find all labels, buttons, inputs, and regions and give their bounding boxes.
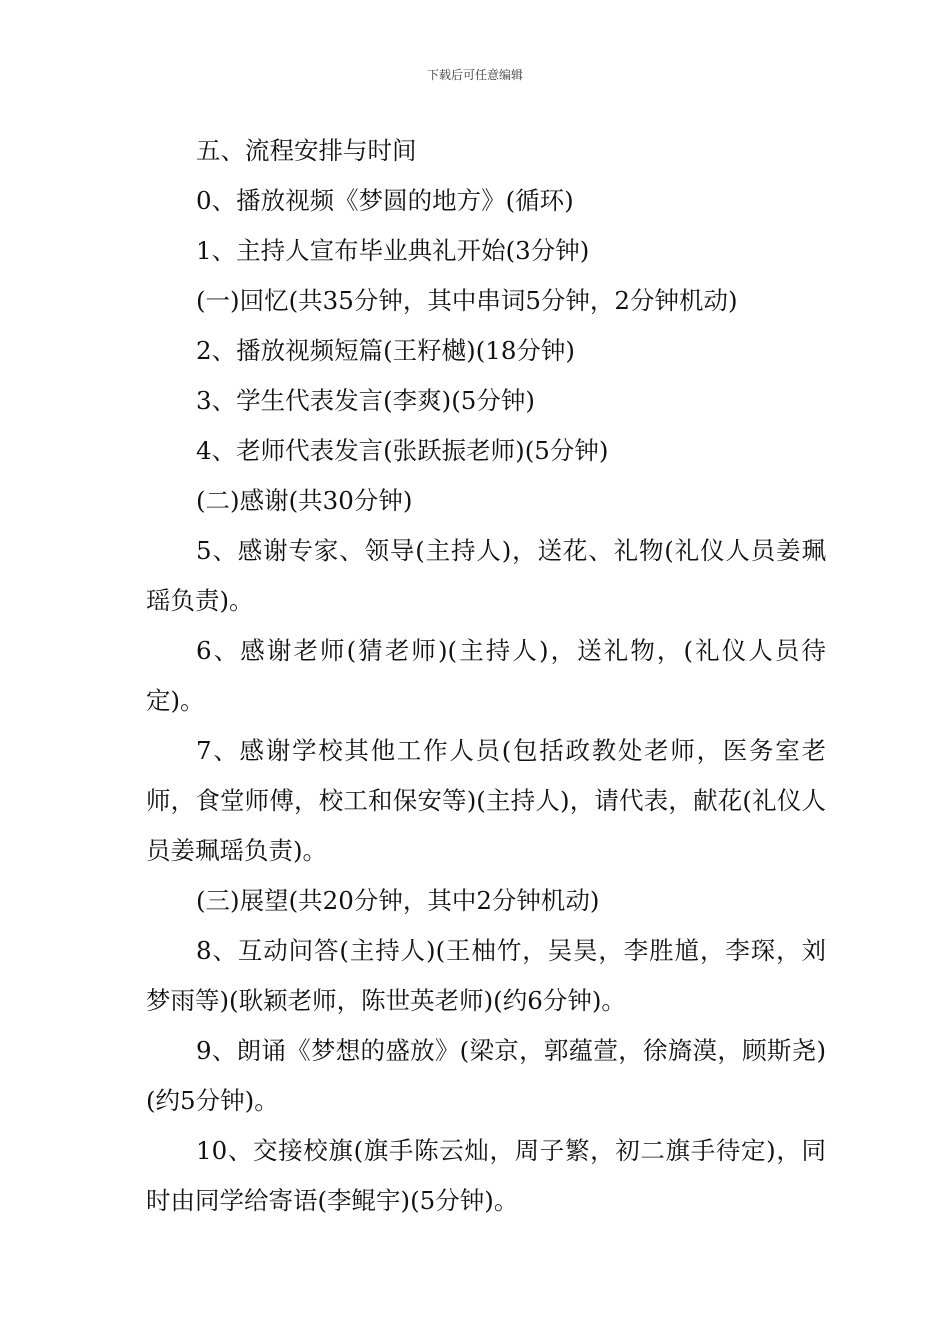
subsection-outlook: (三)展望(共20分钟，其中2分钟机动): [196, 886, 600, 915]
subsection-recall: (一)回忆(共35分钟，其中串词5分钟，2分钟机动): [196, 286, 738, 315]
schedule-item-4: 4、老师代表发言(张跃振老师)(5分钟): [196, 436, 609, 465]
section-title-schedule: 五、流程安排与时间: [196, 136, 417, 165]
schedule-item-5: 5、感谢专家、领导(主持人)，送花、礼物(礼仪人员姜珮瑶负责)。: [146, 536, 826, 615]
schedule-item-9: 9、朗诵《梦想的盛放》(梁京，郭蕴萱，徐旖漠，顾斯尧)(约5分钟)。: [146, 1036, 826, 1115]
page-header-note: 下载后可任意编辑: [426, 68, 523, 82]
schedule-item-6: 6、感谢老师(猜老师)(主持人)，送礼物，(礼仪人员待定)。: [146, 636, 826, 715]
schedule-item-3: 3、学生代表发言(李爽)(5分钟): [196, 386, 535, 415]
schedule-item-7: 7、感谢学校其他工作人员(包括政教处老师，医务室老师，食堂师傅，校工和保安等)(主持人)，请代表，献花(礼仪人员姜珮瑶负责)。: [146, 736, 826, 865]
schedule-item-2: 2、播放视频短篇(王籽樾)(18分钟): [196, 336, 575, 365]
schedule-item-0: 0、播放视频《梦圆的地方》(循环): [196, 186, 574, 215]
document-body: [146, 126, 826, 1226]
schedule-item-10: 10、交接校旗(旗手陈云灿，周子繁，初二旗手待定)，同时由同学给寄语(李鲲宇)(5分钟)。: [146, 1136, 826, 1215]
subsection-thanks: (二)感谢(共30分钟): [196, 486, 413, 515]
schedule-item-1: 1、主持人宣布毕业典礼开始(3分钟): [196, 236, 590, 265]
schedule-item-8: 8、互动问答(主持人)(王柚竹，吴昊，李胜馗，李琛，刘梦雨等)(耿颖老师，陈世英老师)(约6分钟)。: [146, 936, 826, 1015]
